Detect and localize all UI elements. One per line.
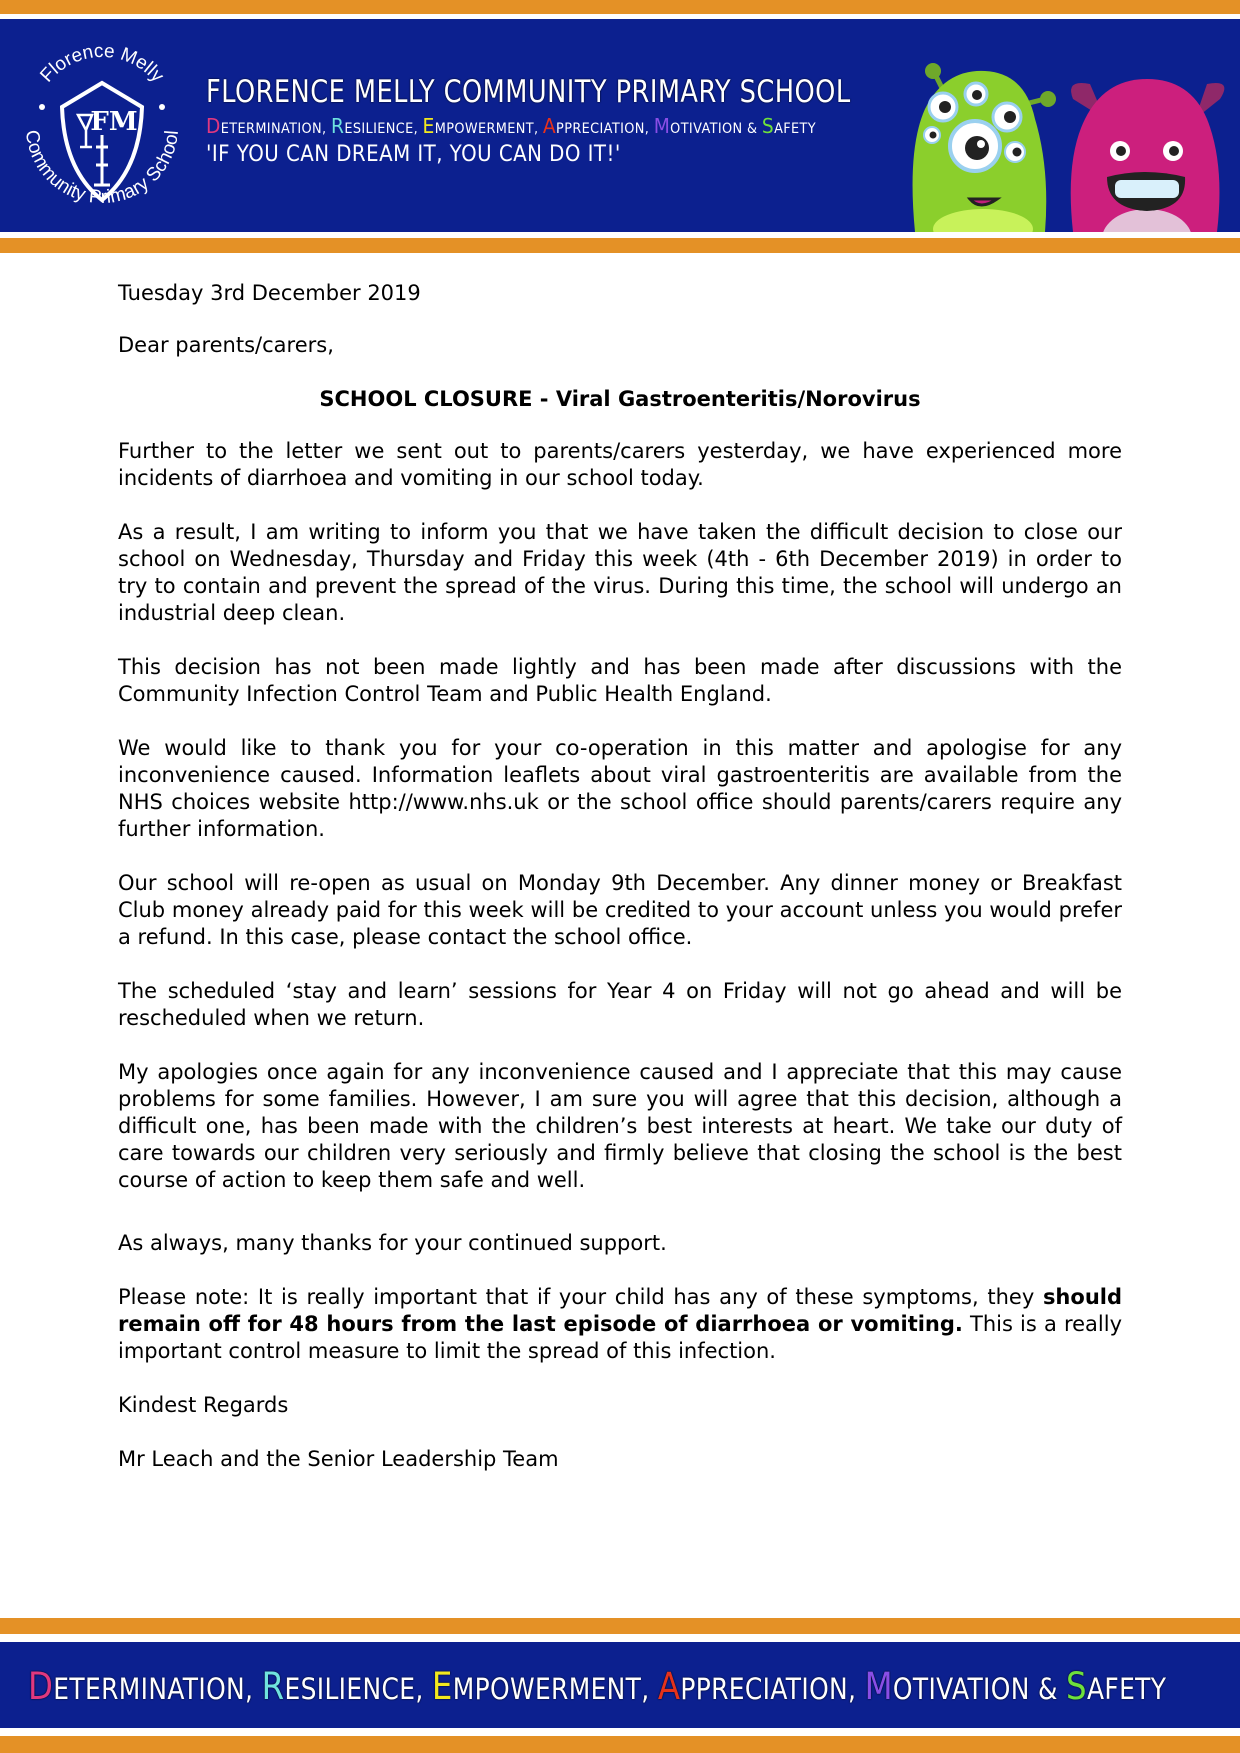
school-name: FLORENCE MELLY COMMUNITY PRIMARY SCHOOL bbox=[206, 74, 851, 110]
value-initial: D bbox=[206, 114, 221, 138]
letter-paragraph: Further to the letter we sent out to parents/carers yesterday, we have experienced more incidents of diarrhoea and vomiting in our school today. bbox=[118, 439, 1122, 490]
note-emphasis: should remain off for 48 hours from the last episode of diarrhoea or vomiting. bbox=[118, 1285, 1122, 1336]
footer-orange-stripe-top bbox=[0, 1618, 1240, 1634]
pink-monster-icon bbox=[1071, 79, 1225, 232]
school-motto: 'IF YOU CAN DREAM IT, YOU CAN DO IT!' bbox=[206, 142, 621, 167]
letter-signoff: Kindest Regards bbox=[118, 1393, 289, 1417]
note-text: This is a really important control measure to limit the spread of this infection. bbox=[118, 1312, 1122, 1363]
value-initial: R bbox=[261, 1664, 285, 1708]
letter-body bbox=[118, 280, 1122, 1500]
value-initial: E bbox=[422, 114, 435, 138]
crest-monogram: FM bbox=[90, 107, 138, 137]
value-initial: S bbox=[761, 114, 775, 138]
value-initial: A bbox=[542, 114, 557, 138]
value-initial: M bbox=[653, 114, 671, 138]
svg-text:Florence Melly bbox=[36, 41, 168, 87]
value-text: AFETY bbox=[774, 121, 817, 137]
letter-note bbox=[118, 1284, 1122, 1365]
header-orange-stripe bbox=[0, 238, 1240, 253]
crest-text-top: Florence Melly bbox=[36, 40, 168, 87]
value-text: MPOWERMENT, bbox=[452, 1672, 658, 1706]
footer-values bbox=[28, 1664, 1166, 1708]
school-values bbox=[206, 114, 851, 138]
value-text: ETERMINATION, bbox=[53, 1672, 262, 1706]
school-crest-logo bbox=[12, 35, 192, 215]
note-text: Please note: It is really important that if your child has any of these symptoms, they bbox=[118, 1285, 1043, 1309]
letter-paragraph: The scheduled ‘stay and learn’ sessions for Year 4 on Friday will not go ahead and will be rescheduled when we return. bbox=[118, 979, 1122, 1030]
value-initial: S bbox=[1066, 1664, 1087, 1708]
top-orange-stripe bbox=[0, 0, 1240, 14]
letter-thanks: As always, many thanks for your continued support. bbox=[118, 1231, 667, 1255]
letter-date: Tuesday 3rd December 2019 bbox=[118, 281, 421, 305]
footer-orange-stripe-bottom bbox=[0, 1736, 1240, 1753]
value-initial: D bbox=[28, 1664, 54, 1708]
value-text: ESILIENCE, bbox=[344, 121, 423, 137]
value-text: PPRECIATION, bbox=[556, 121, 654, 137]
value-text: ETERMINATION, bbox=[220, 121, 331, 137]
green-monster-icon bbox=[913, 63, 1056, 232]
value-text: MPOWERMENT, bbox=[434, 121, 543, 137]
school-title-block bbox=[206, 74, 907, 167]
letter-paragraph: Our school will re-open as usual on Monday 9th December. Any dinner money or Breakfast Club money already paid for this week will be credited to your account unless you would prefer a refund. In this case, please contact the school office. bbox=[118, 871, 1122, 949]
letter-paragraph: We would like to thank you for your co-operation in this matter and apologise for any inconvenience caused. Information leaflets about viral gastroenteritis are available from the NHS choices website http://www.nhs.uk or the school office should parents/carers require any further information. bbox=[118, 736, 1122, 841]
letterhead-banner bbox=[0, 19, 1240, 232]
letter-greeting: Dear parents/carers, bbox=[118, 333, 334, 357]
letter-heading: SCHOOL CLOSURE - Viral Gastroenteritis/Norovirus bbox=[319, 387, 921, 411]
value-text: OTIVATION & bbox=[892, 1672, 1067, 1706]
letter-paragraph: My apologies once again for any inconvenience caused and I appreciate that this may cause problems for some families. However, I am sure you will agree that this decision, although a difficult one, has been made with the children’s best interests at heart. We take our duty of care towards our children very seriously and firmly believe that closing the school is the best course of action to keep them safe and well. bbox=[118, 1060, 1122, 1192]
crest-text-bottom: Community Primary School bbox=[20, 128, 183, 209]
value-text: ESILIENCE, bbox=[284, 1672, 432, 1706]
value-initial: E bbox=[431, 1664, 453, 1708]
value-text: AFETY bbox=[1086, 1672, 1167, 1706]
letter-paragraph: As a result, I am writing to inform you that we have taken the difficult decision to close our school on Wednesday, Thursday and Friday this week (4th - 6th December 2019) in order to try to contain and prevent the spread of the virus. During this time, the school will undergo an industrial deep clean. bbox=[118, 520, 1122, 625]
value-initial: M bbox=[864, 1664, 893, 1708]
letter-paragraph: This decision has not been made lightly and has been made after discussions with the Community Infection Control Team and Public Health England. bbox=[118, 655, 1122, 706]
footer-banner bbox=[0, 1642, 1240, 1728]
letter-signature: Mr Leach and the Senior Leadership Team bbox=[118, 1447, 559, 1471]
value-text: PPRECIATION, bbox=[680, 1672, 865, 1706]
mascot-illustration bbox=[895, 49, 1240, 232]
value-initial: R bbox=[330, 114, 345, 138]
value-text: OTIVATION & bbox=[670, 121, 762, 137]
value-initial: A bbox=[657, 1664, 681, 1708]
